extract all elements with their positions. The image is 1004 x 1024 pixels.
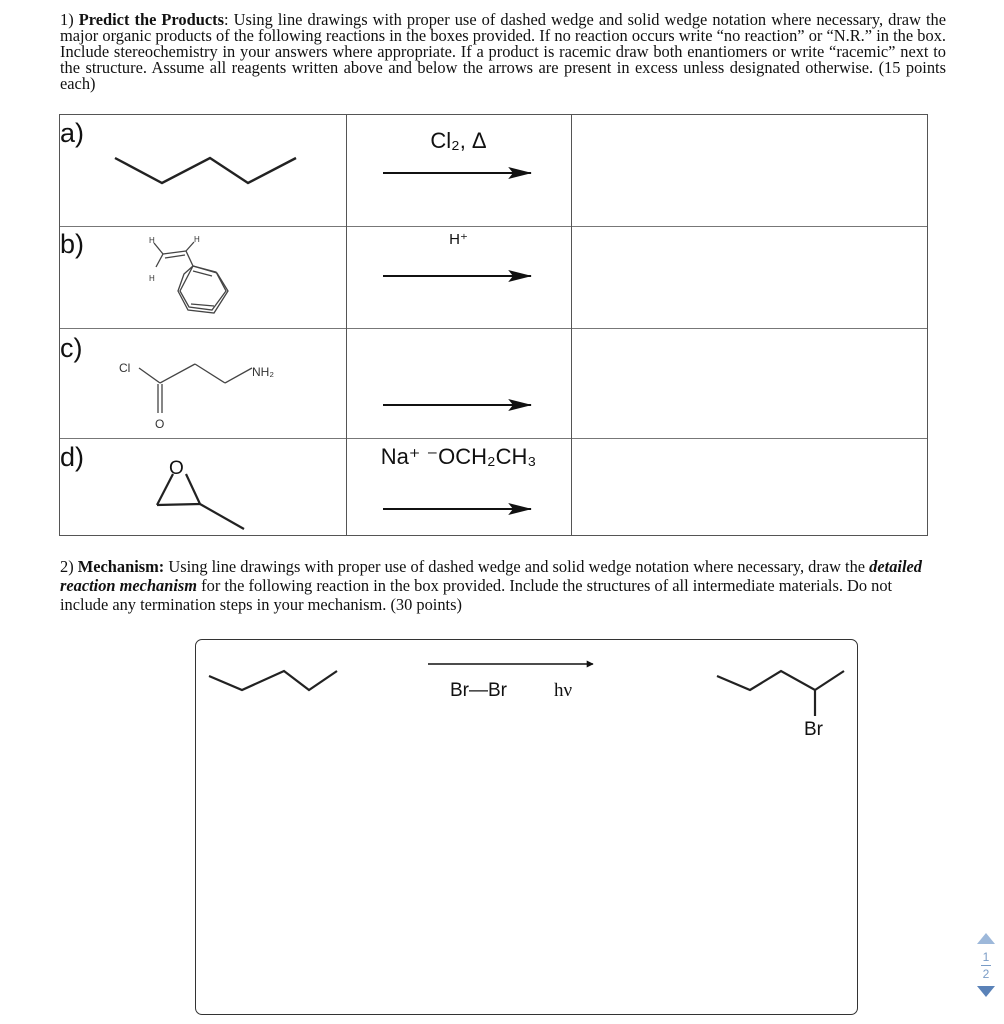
reaction-a-label: a) bbox=[60, 118, 85, 148]
alkene-phenyl-structure bbox=[154, 242, 228, 313]
atom-label-nh2: NH₂ bbox=[252, 365, 274, 379]
page-up-icon[interactable] bbox=[977, 933, 995, 944]
atom-label-h3: H bbox=[149, 274, 155, 283]
pentane-structure bbox=[115, 158, 296, 183]
product-bromine-label: Br bbox=[804, 719, 823, 740]
question-2-body-2: for the following reaction in the box provided. Include the structures of all intermediate materials. Do not include any termination steps in your mechanism. (30 points) bbox=[60, 576, 893, 614]
reaction-b-reagent: H⁺ bbox=[449, 231, 468, 248]
current-page: 1 bbox=[982, 950, 990, 964]
question-2-text bbox=[60, 557, 940, 614]
question-2-number: 2) bbox=[60, 557, 74, 576]
question-2-title: Mechanism: bbox=[77, 557, 165, 576]
atom-label-o: O bbox=[155, 417, 165, 431]
atom-label-h1: H bbox=[149, 236, 155, 245]
question-2-emphasis: detailed reaction mechanism bbox=[60, 557, 922, 595]
acyl-chloride-structure bbox=[139, 364, 252, 413]
atom-label-cl: Cl bbox=[119, 361, 131, 375]
question-1-title: Predict the Products bbox=[78, 10, 224, 29]
reaction-c-label: c) bbox=[60, 333, 83, 363]
total-pages: 2 bbox=[982, 967, 990, 981]
page-separator bbox=[981, 965, 991, 966]
page-navigator bbox=[972, 933, 1000, 1021]
atom-label-h2: H bbox=[194, 235, 200, 244]
question-2-body-1: Using line drawings with proper use of dashed wedge and solid wedge notation where necessary, draw the bbox=[164, 557, 870, 576]
mechanism-condition: hν bbox=[554, 680, 573, 701]
atom-label-epoxide-o: O bbox=[169, 458, 184, 479]
epoxide-structure bbox=[157, 474, 244, 529]
question-1-body: : Using line drawings with proper use of dashed wedge and solid wedge notation where necessary, draw the major organic products of the following reactions in the boxes provided. If no reaction occurs write “no reaction” or “N.R.” in the box. Include stereochemistry in your answers where appropriate. If a product is racemic draw both enantiomers or write “racemic” next to the structure. Assume all reagents written above and below the arrows are present in excess unless designated otherwise. (15 points each) bbox=[60, 10, 947, 93]
question-1-number: 1) bbox=[60, 10, 74, 29]
mechanism-reagent: Br—Br bbox=[450, 680, 507, 701]
reaction-d-label: d) bbox=[60, 442, 85, 472]
reaction-d-reagent: Na⁺ ⁻OCH₂CH₃ bbox=[380, 444, 537, 469]
reaction-b-label: b) bbox=[60, 229, 85, 259]
page-down-icon[interactable] bbox=[977, 986, 995, 997]
reaction-a-reagent: Cl₂, Δ bbox=[430, 128, 487, 153]
mechanism-answer-box[interactable] bbox=[195, 639, 858, 1015]
